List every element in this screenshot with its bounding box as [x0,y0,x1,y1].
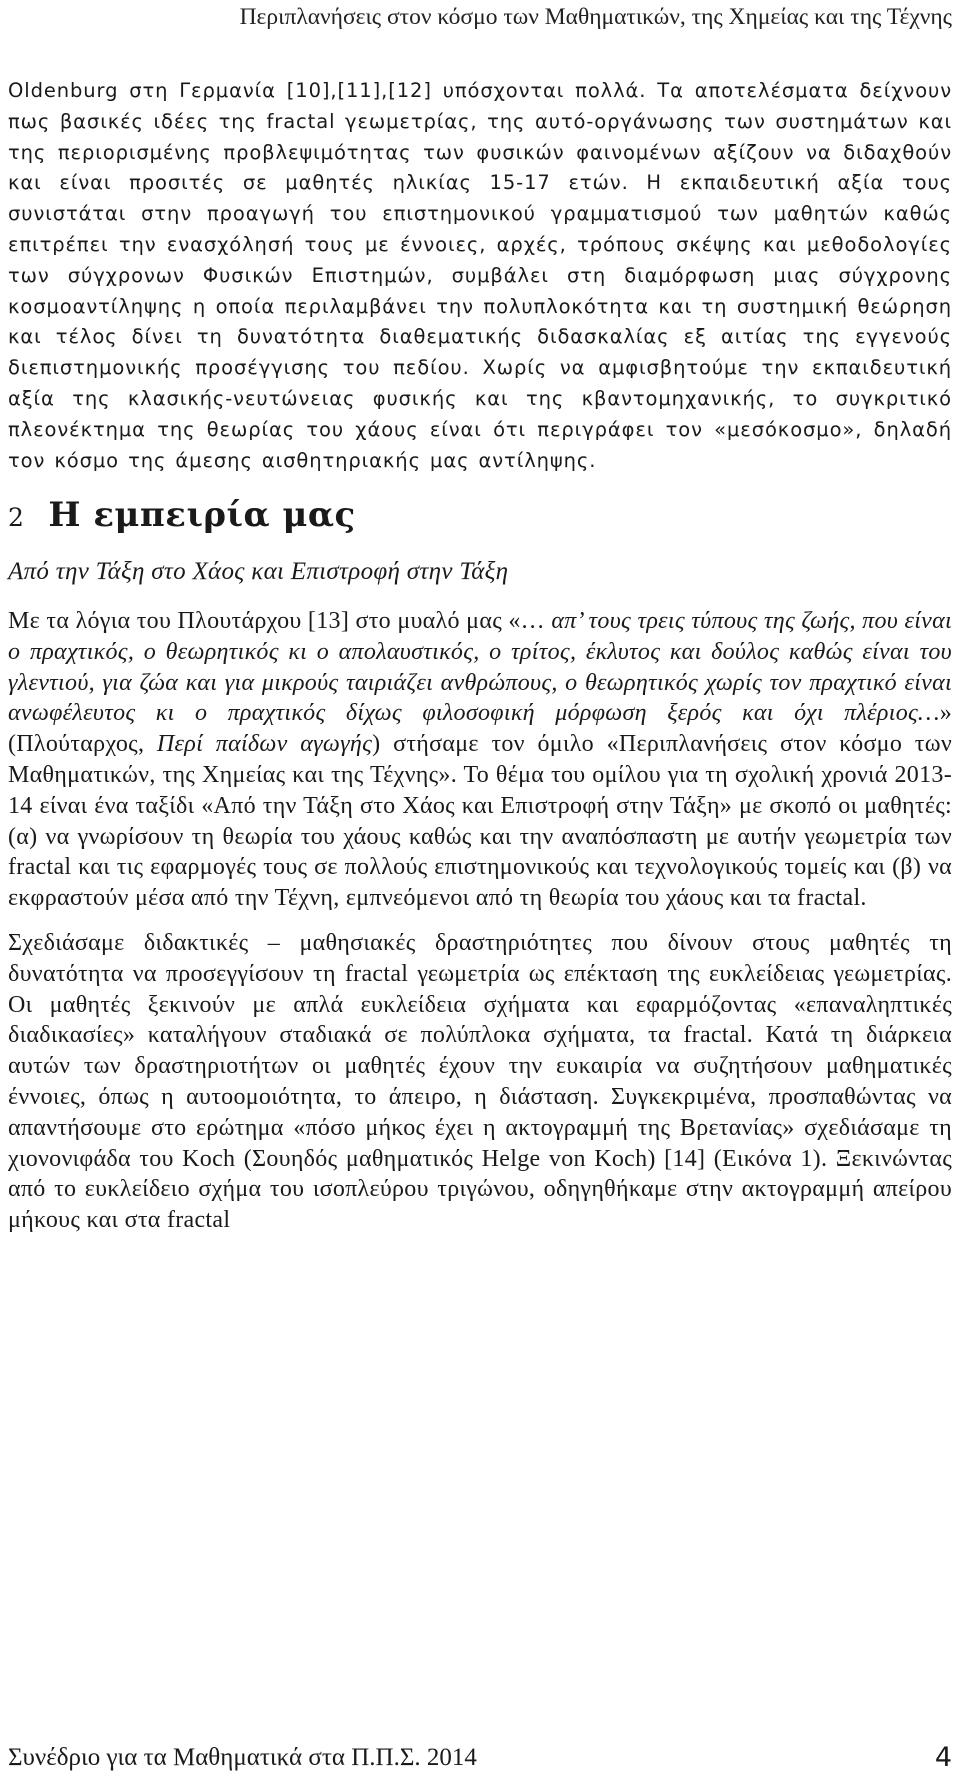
section-title: Η εμπειρία μας [48,495,356,536]
plutarch-rest: ) στήσαμε τον όμιλο «Περιπλανήσεις στον κόσμο των Μαθηματικών, της Χημείας και της Τέχνης». Το θέμα του ομίλου για τη σχολική χρονιά 2013-14 είναι ένα ταξίδι «Από την Τάξη στο Χάος και Επιστροφή στην Τάξη» με σκοπό οι μαθητές: (α) να γνωρίσουν τη θεωρία του χάους καθώς και την αναπόσπαστη με αυτήν γεωμετρία των fractal και τις εφαρμογές τους σε πολλούς επιστημονικούς και τεχνολογικούς τομείς και (β) να εκφραστούν μέσα από την Τέχνη, εμπνεόμενοι από τη θεωρία του χάους και τα fractal. [8,731,952,912]
plutarch-quote: απ’ τους τρεις τύπους της ζωής, που είναι ο πραχτικός, ο θεωρητικός κι ο απολαυστικός, ο τρίτος, έκλυτος και δούλος καθώς είναι του γλεντιού, για ζώα και για μικρούς ταιριάζει ανθρώπους, ο θεωρητικός χωρίς τον πραχτικό είναι ανωφέλευτος κι ο πραχτικός δίχως φιλοσοφική μόρφωση ξερός και όχι πλέριος… [8,607,952,727]
paragraph-chaos-education: Oldenburg στη Γερμανία [10],[11],[12] υπόσχονται πολλά. Τα αποτελέσματα δείχνουν πως βασικές ιδέες της fractal γεωμετρίας, της αυτό-οργάνωσης των συστημάτων και της περιορισμένης προβλεψιμότητας των φυσικών φαινομένων αξίζουν να διδαχθούν και είναι προσιτές σε μαθητές ηλικίας 15-17 ετών. Η εκπαιδευτική αξία τους συνιστάται στην προαγωγή του επιστημονικού γραμματισμού των μαθητών καθώς επιτρέπει την ενασχόλησή τους με έννοιες, αρχές, τρόπους σκέψης και μεθοδολογίες των σύγχρονων Φυσικών Επιστημών, συμβάλει στη διαμόρφωση μιας σύγχρονης κοσμοαντίληψης η οποία περιλαμβάνει την πολυπλοκότητα και τη συστημική θεώρηση και τέλος δίνει τη δυνατότητα διαθεματικής διδασκαλίας εξ αιτίας της εγγενούς διεπιστημονικής προσέγγισης του πεδίου. Χωρίς να αμφισβητούμε την εκπαιδευτική αξία της κλασικής-νευτώνειας φυσικής και της κβαντομηχανικής, το συγκριτικό πλεονέκτημα της θεωρίας του χάους είναι ότι περιγράφει τον «μεσόκοσμο», δηλαδή τον κόσμο της άμεσης αισθητηριακής μας αντίληψης. [8,79,952,472]
plutarch-citation: » (Πλούταρχος, [8,700,952,758]
footer-conference: Συνέδριο για τα Μαθηματικά στα Π.Π.Σ. 2014 [8,1744,477,1771]
plutarch-intro: Με τα λόγια του Πλουτάρχου [13] στο μυαλό μας «… [8,607,552,634]
plutarch-work-title: Περί παίδων αγωγής [156,731,373,758]
page-footer [8,1744,952,1772]
paragraph-activities: Σχεδιάσαμε διδακτικές – μαθησιακές δραστηριότητες που δίνουν στους μαθητές τη δυνατότητα να προσεγγίσουν τη fractal γεωμετρία ως επέκταση της ευκλείδειας γεωμετρίας. Οι μαθητές ξεκινούν με απλά ευκλείδεια σχήματα και εφαρμόζοντας «επαναληπτικές διαδικασίες» καταλήγουν σταδιακά σε πολύπλοκα σχήματα, τα fractal. Κατά τη διάρκεια αυτών των δραστηριοτήτων οι μαθητές έχουν την ευκαιρία να συζητήσουν μαθηματικές έννοιες, όπως η αυτοομοιότητα, το άπειρο, η διάσταση. Συγκεκριμένα, προσπαθώντας να απαντήσουμε στο ερώτημα «πόσο μήκος έχει η ακτογραμμή της Βρετανίας» σχεδιάσαμε τη χιονονιφάδα του Koch (Σουηδός μαθηματικός Helge von Koch) [14] (Εικόνα 1). Ξεκινώντας από το ευκλείδειο σχήμα του ισοπλεύρου τριγώνου, οδηγηθήκαμε στην ακτογραμμή απείρου μήκους και στα fractal [8,929,952,1234]
running-header: Περιπλανήσεις στον κόσμο των Μαθηματικών, της Χημείας και της Τέχνης [239,4,952,30]
page-body [8,76,952,1236]
page-number: 4 [934,1742,952,1773]
paragraph-plutarch [8,606,952,914]
subsection-heading: Από την Τάξη στο Χάος και Επιστροφή στην Τάξη [8,558,509,586]
section-number: 2 [8,503,25,533]
section-heading [8,495,952,536]
